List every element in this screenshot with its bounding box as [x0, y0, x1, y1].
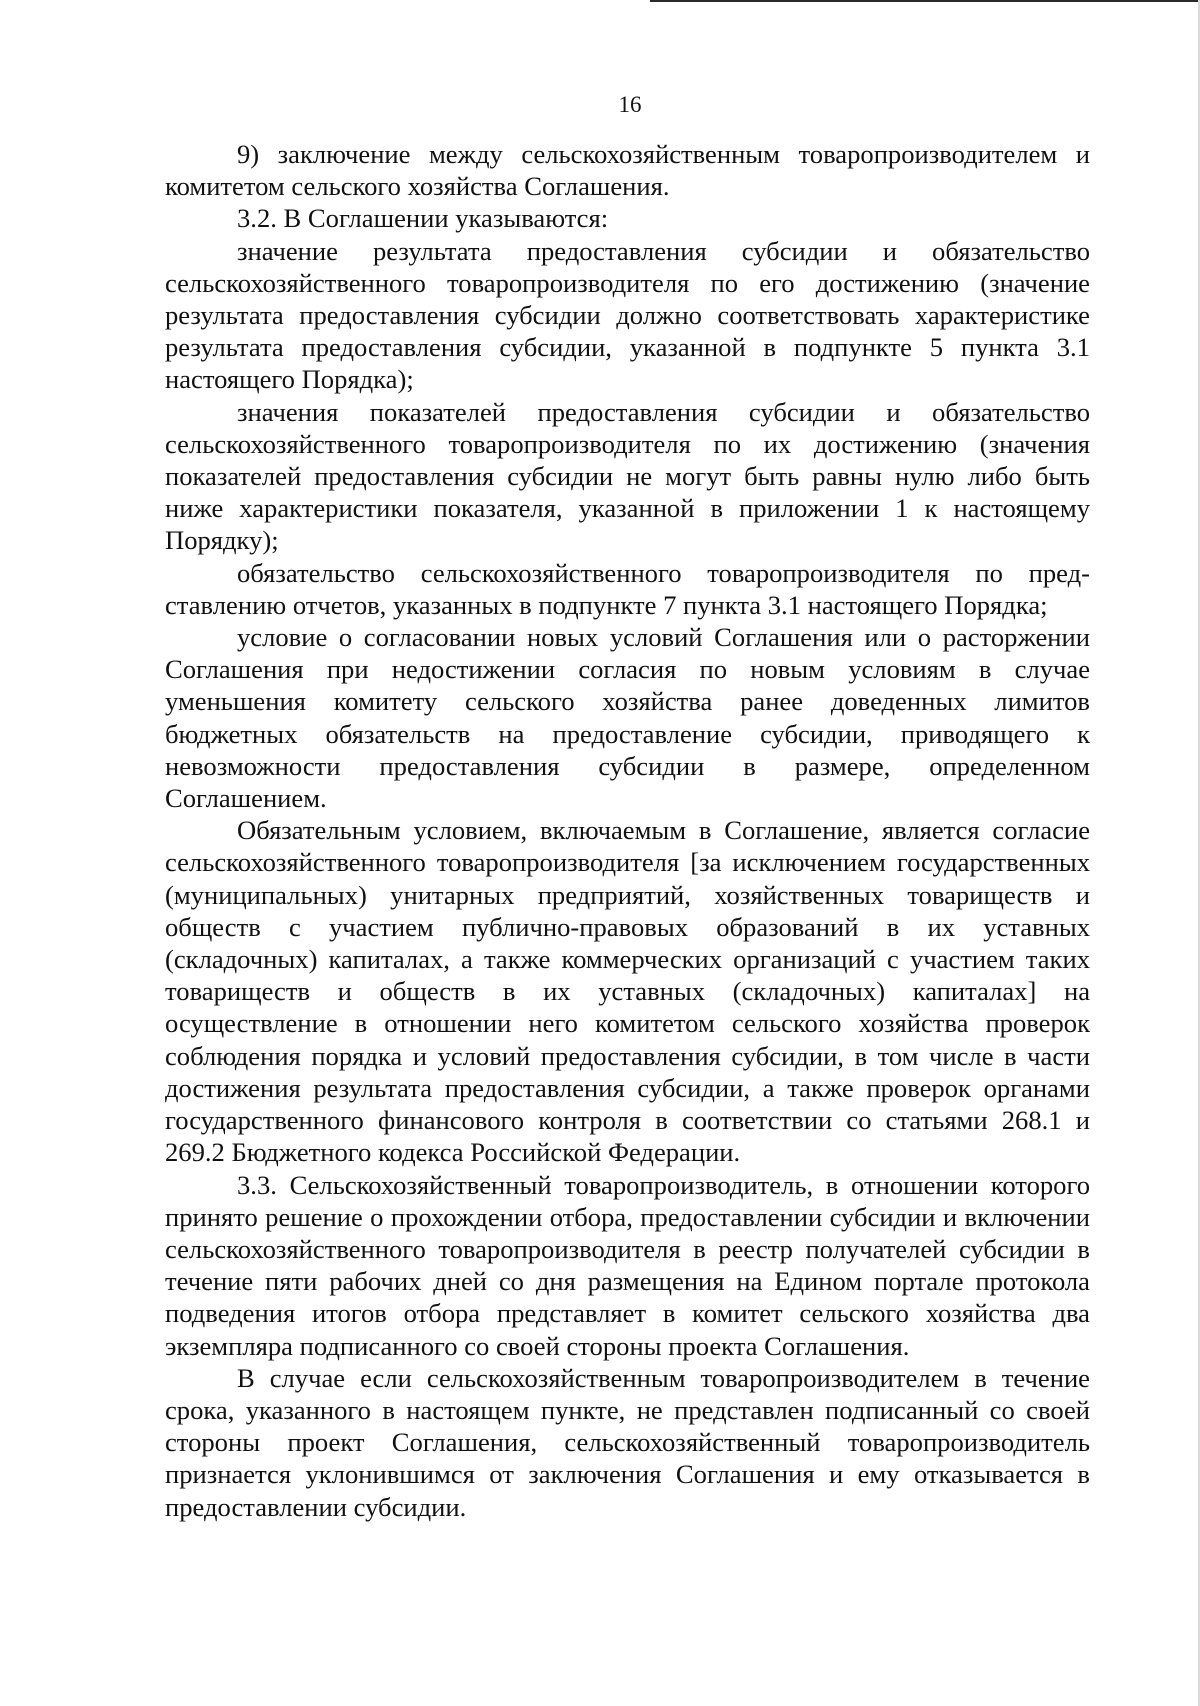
paragraph-mandatory-condition: Обязательным условием, включаемым в Соглашение, является согласие сельскохозяйственного товаропроизводителя [за исключением государственных (муниципальных) унитарных предприятий, хозяйственных товариществ и обществ с участием публично-правовых образований в их уставных (складочных) капиталах, а также коммерческих организаций с участием таких товариществ и обществ в их уставных (складочных) капиталах] на осуществление в отношении него комитетом сельского хозяйства проверок соблюдения порядка и условий предоставления субсидии, в том числе в части достижения результата предоставления субсидии, а также проверок органами государственного финансового контроля в соответствии со статьями 268.1 и 269.2 Бюджетного кодекса Российской Федерации.: [165, 815, 1090, 1168]
paragraph-item-9: 9) заключение между сельскохозяйственным товаропроизводителем и комитетом сельского хозяйства Соглашения.: [165, 139, 1090, 202]
paragraph-reporting-obligation: обязательство сельскохозяйственного товаропроизводителя по представлению отчетов, указанных в подпункте 7 пункта 3.1 настоящего Порядка;: [165, 557, 1090, 620]
paragraph-section-3-3: 3.3. Сельскохозяйственный товаропроизводитель, в отношении которого принято решение о прохождении отбора, предоставлении субсидии и включении сельскохозяйственного товаропроизводителя в реестр получателей субсидии в течение пяти рабочих дней со дня размещения на Едином портале протокола подведения итогов отбора представляет в комитет сельского хозяйства два экземпляра подписанного со своей стороны проекта Соглашения.: [165, 1169, 1090, 1361]
paragraph-indicator-values: значения показателей предоставления субсидии и обязательство сельскохозяйственного товаропроизводителя по их достижению (значения показателей предоставления субсидии не могут быть равны нулю либо быть ниже характеристики показателя, указанной в приложении 1 к настоящему Порядку);: [165, 396, 1090, 556]
scan-edge-top: [650, 0, 1200, 2]
paragraph-refusal: В случае если сельскохозяйственным товаропроизводителем в течение срока, указанного в настоящем пункте, не представлен подписанный со своей стороны проект Соглашения, сельскохозяйственный товаропроизводитель признается уклонившимся от заключения Соглашения и ему отказывается в предоставлении субсидии.: [165, 1362, 1090, 1522]
paragraph-termination-condition: условие о согласовании новых условий Соглашения или о расторжении Соглашения при недостижении согласия по новым условиям в случае уменьшения комитету сельского хозяйства ранее доведенных лимитов бюджетных обязательств на предоставление субсидии, приводящего к невозможности предоставления субсидии в размере, определенном Соглашением.: [165, 622, 1090, 814]
document-body: [165, 138, 1090, 1523]
paragraph-result-value: значение результата предоставления субсидии и обязательство сельскохозяйственного товаропроизводителя по его достижению (значение результата предоставления субсидии должно соответствовать характеристике результата предоставления субсидии, указанной в подпункте 5 пункта 3.1 настоящего Порядка);: [165, 235, 1090, 395]
page-number: 16: [618, 92, 642, 117]
paragraph-section-3-2: 3.2. В Соглашении указываются:: [237, 203, 609, 234]
